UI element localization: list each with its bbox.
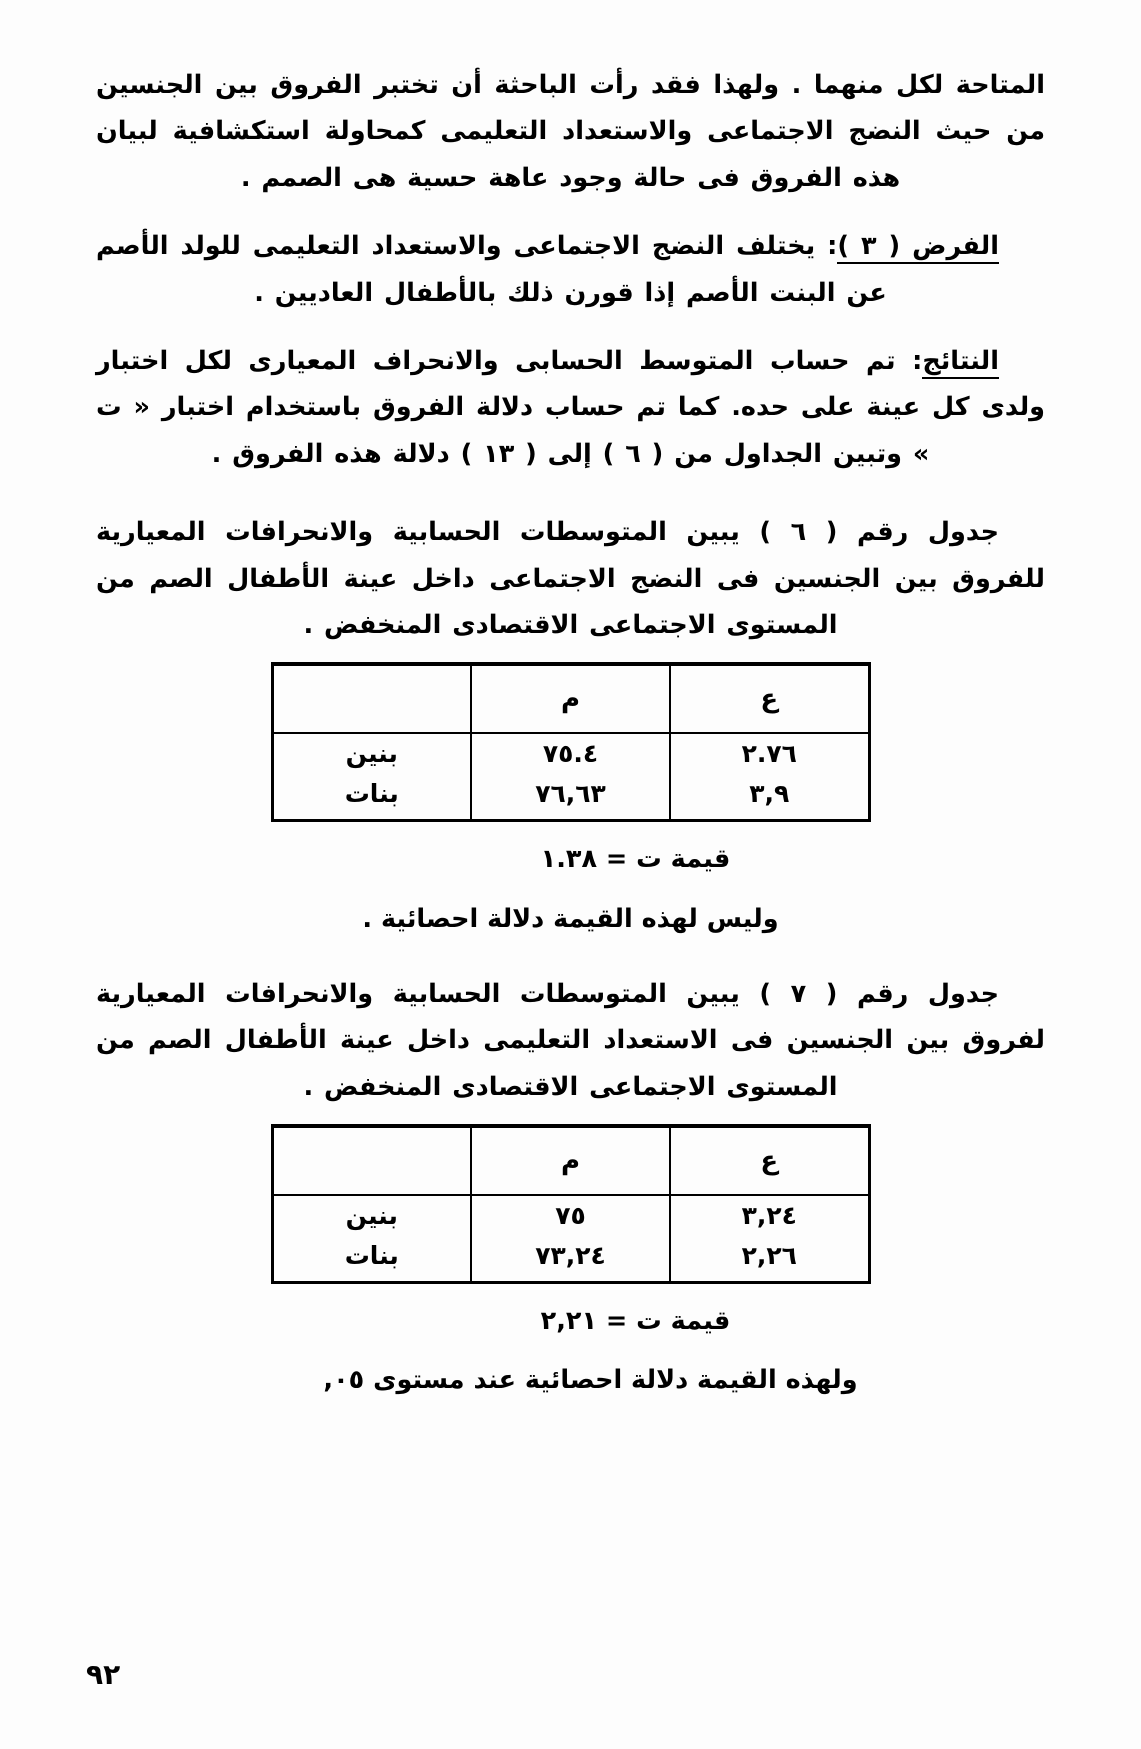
- table-6-t-line: [96, 838, 1045, 881]
- table-6-r0-mean: ٧٥.٤: [471, 733, 670, 774]
- table-7-r0-mean: ٧٥: [471, 1195, 670, 1236]
- table-6-significance-note: وليس لهذه القيمة دلالة احصائية .: [362, 903, 779, 934]
- table-7-block: [271, 1124, 871, 1284]
- table-6-header-row: [272, 666, 869, 733]
- table-6-block: [271, 662, 871, 822]
- hypothesis-text: : يختلف النضج الاجتماعى والاستعداد التعليمى للولد الأصم عن البنت الأصم إذا قورن ذلك بالأطفال العاديين .: [96, 231, 887, 308]
- page-content: [96, 62, 1045, 1403]
- table-7-t-line: [96, 1300, 1045, 1343]
- table-row: [272, 733, 869, 774]
- spacer: [96, 487, 1045, 509]
- table-6-t-value: ١.٣٨: [540, 844, 598, 875]
- table-7-wrapper: [96, 1124, 1045, 1284]
- table-7-t-label: قيمة ت =: [605, 1305, 731, 1336]
- table-6-caption: جدول رقم ( ٦ ) يبين المتوسطات الحسابية والانحرافات المعيارية للفروق بين الجنسين فى النضج الاجتماعى داخل عينة الأطفال الصم من المستوى الاجتماعى الاقتصادى المنخفض .: [96, 517, 1045, 641]
- results-text: : تم حساب المتوسط الحسابى والانحراف المعيارى لكل اختبار ولدى كل عينة على حده. كما تم حساب دلالة الفروق باستخدام اختبار « ت » وتبين الجداول من ( ٦ ) إلى ( ١٣ ) دلالة هذه الفروق .: [96, 346, 1045, 469]
- spacer: [96, 326, 1045, 338]
- table-row: [272, 1195, 869, 1236]
- results-paragraph: [96, 338, 1045, 477]
- table-7-header-group: [272, 1128, 471, 1195]
- hypothesis-paragraph: [96, 223, 1045, 316]
- table-7-caption: جدول رقم ( ٧ ) يبين المتوسطات الحسابية والانحرافات المعيارية لفروق بين الجنسين فى الاستعداد التعليمى داخل عينة الأطفال الصم من المستوى الاجتماعى الاقتصادى المنخفض .: [96, 978, 1045, 1102]
- table-7-significance-note: ولهذه القيمة دلالة احصائية عند مستوى ٠٥,: [323, 1365, 858, 1396]
- paragraph-opening: المتاحة لكل منهما . ولهذا فقد رأت الباحثة أن تختبر الفروق بين الجنسين من حيث النضج الاجتماعى والاستعداد التعليمى كمحاولة استكشافية لبيان هذه الفروق فى حالة وجود عاهة حسية هى الصمم .: [96, 70, 1045, 193]
- table-7-r0-group: بنين: [272, 1195, 471, 1236]
- table-6-t-label: قيمة ت =: [605, 844, 731, 875]
- table-6: [271, 666, 871, 819]
- hypothesis-label: الفرض ( ٣ ): [837, 231, 999, 264]
- table-7-r1-sd: ٢,٢٦: [670, 1236, 869, 1281]
- table-7-r1-group: بنات: [272, 1236, 471, 1281]
- results-label: النتائج: [922, 346, 999, 379]
- table-7-t-value: ٢,٢١: [540, 1305, 598, 1336]
- page-number: ٩٢: [86, 1658, 121, 1691]
- table-7-header-mean: م: [471, 1128, 670, 1195]
- table-6-r1-group: بنات: [272, 774, 471, 819]
- table-6-r1-sd: ٣,٩: [670, 774, 869, 819]
- table-6-header-mean: م: [471, 666, 670, 733]
- table-7-header-row: [272, 1128, 869, 1195]
- table-row: [272, 774, 869, 819]
- table-row: [272, 1236, 869, 1281]
- table-7: [271, 1128, 871, 1281]
- table-6-r0-group: بنين: [272, 733, 471, 774]
- table-6-wrapper: [96, 662, 1045, 822]
- table-6-r0-sd: ٢.٧٦: [670, 733, 869, 774]
- table-7-bottom-rule: [271, 1281, 871, 1284]
- table-7-r1-mean: ٧٣,٢٤: [471, 1236, 670, 1281]
- table-7-header-sd: ع: [670, 1128, 869, 1195]
- table-7-r0-sd: ٣,٢٤: [670, 1195, 869, 1236]
- table-6-bottom-rule: [271, 819, 871, 822]
- table-6-header-group: [272, 666, 471, 733]
- spacer: [96, 941, 1045, 971]
- spacer: [96, 211, 1045, 223]
- table-6-r1-mean: ٧٦,٦٣: [471, 774, 670, 819]
- table-6-header-sd: ع: [670, 666, 869, 733]
